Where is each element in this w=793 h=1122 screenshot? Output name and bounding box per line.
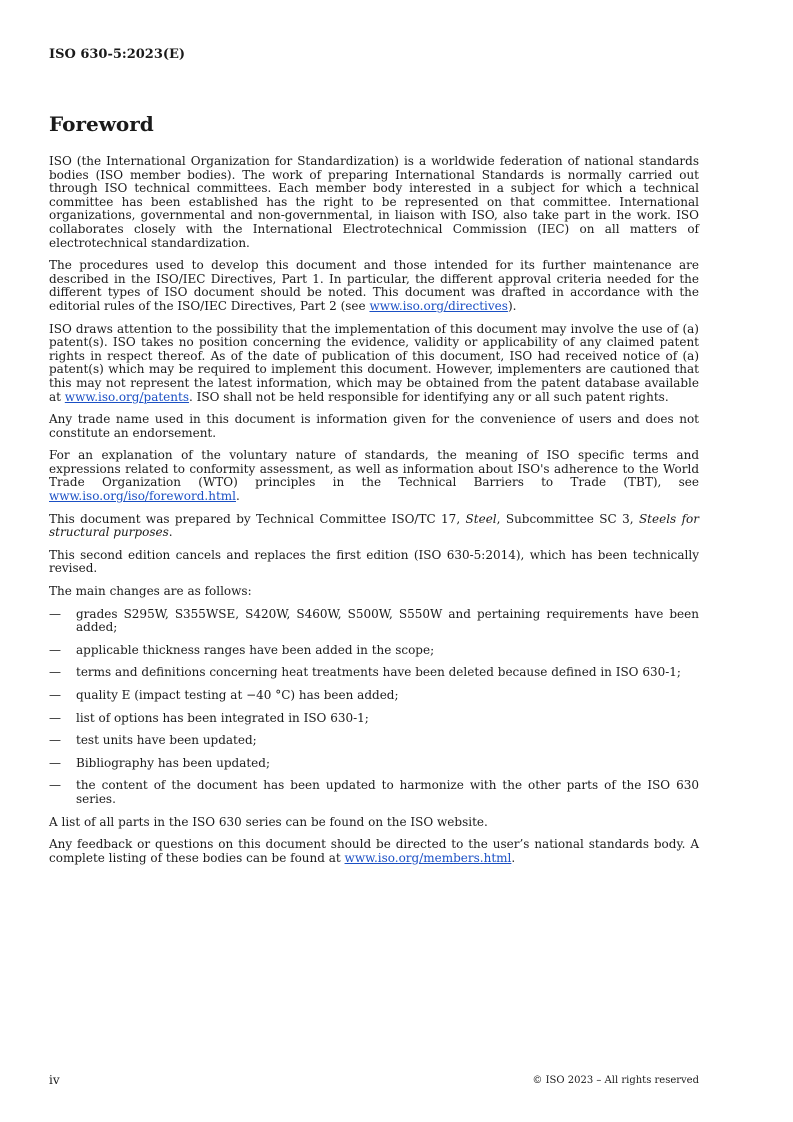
list-item-text: Bibliography has been updated; <box>76 755 270 770</box>
dash-bullet: — <box>49 733 61 748</box>
list-item-text: the content of the document has been updated to harmonize with the other parts of the ISO 630 series. <box>76 778 699 806</box>
paragraph-text: . ISO shall not be held responsible for identifying any or all such patent rights. <box>188 389 669 404</box>
paragraph-iso-intro: ISO (the International Organization for Standardization) is a worldwide federation of national standards bodies (ISO member bodies). The work of preparing International Standards is normally carried out through ISO technical committees. Each member body interested in a subject for which a technical committee has been established has the right to be represented on that committee. International organizations, governmental and non-governmental, in liaison with ISO, also take part in the work. ISO collaborates closely with the International Electrotechnical Commission (IEC) on all matters of electrotechnical standardization. <box>49 154 699 250</box>
dash-bullet: — <box>49 778 61 793</box>
paragraph-text: ISO draws attention to the possibility that the implementation of this document may involve the use of (a) patent(s). ISO takes no position concerning the evidence, validity or applicability of any claimed patent rights in respect thereof. As of the date of publication of this document, ISO had received notice of (a) patent(s) which may be required to implement this document. However, implementers are cautioned that this may not represent the latest information, which may be obtained from the patent database available at <box>49 321 699 404</box>
paragraph-text: . <box>235 489 240 504</box>
page-number: iv <box>49 1073 60 1087</box>
paragraph-edition: This second edition cancels and replaces the first edition (ISO 630-5:2014), which has been technically revised. <box>49 547 699 576</box>
page-title: Foreword <box>49 112 154 136</box>
paragraph-committee <box>49 513 699 540</box>
dash-bullet: — <box>49 755 61 770</box>
dash-bullet: — <box>49 710 61 725</box>
list-item <box>49 608 699 635</box>
list-item-text: test units have been updated; <box>76 733 257 748</box>
list-item-text: list of options has been integrated in ISO 630-1; <box>76 710 369 725</box>
copyright-notice: © ISO 2023 – All rights reserved <box>532 1075 699 1086</box>
dash-bullet: — <box>49 606 61 621</box>
list-item <box>49 757 699 771</box>
members-link[interactable]: www.iso.org/members.html <box>344 850 512 865</box>
dash-bullet: — <box>49 688 61 702</box>
paragraph-trade-name: Any trade name used in this document is information given for the convenience of users and does not constitute an endorsement. <box>49 412 699 440</box>
paragraph-text: For an explanation of the voluntary nature of standards, the meaning of ISO specific terms and expressions related to conformity assessment, as well as information about ISO's adherence to the World Trade Organization (WTO) principles in the Technical Barriers to Trade (TBT), see <box>49 448 699 490</box>
paragraph-text: The procedures used to develop this document and those intended for its further maintenance are described in the ISO/IEC Directives, Part 1. In particular, the different approval criteria needed for the different types of ISO document should be noted. This document was drafted in accordance with the editorial rules of the ISO/IEC Directives, Part 2 (see <box>49 258 699 313</box>
list-item-text: applicable thickness ranges have been added in the scope; <box>76 642 435 657</box>
list-item-text: terms and definitions concerning heat treatments have been deleted because defined in ISO 630-1; <box>76 665 681 680</box>
list-item <box>49 779 699 806</box>
foreword-link[interactable]: www.iso.org/iso/foreword.html <box>49 489 236 504</box>
paragraph-text: , Subcommittee SC 3, <box>496 511 639 526</box>
patents-link[interactable]: www.iso.org/patents <box>64 389 189 404</box>
paragraph-procedures <box>49 259 699 313</box>
paragraph-patents <box>49 323 699 405</box>
paragraph-parts-list: A list of all parts in the ISO 630 series can be found on the ISO website. <box>49 814 488 829</box>
changes-list <box>49 608 699 807</box>
subcommittee-name: Steels for structural purposes <box>49 511 700 540</box>
list-item <box>49 689 699 703</box>
list-item <box>49 734 699 748</box>
dash-bullet: — <box>49 642 61 657</box>
list-item <box>49 644 699 658</box>
dash-bullet: — <box>49 665 61 680</box>
paragraph-feedback <box>49 838 699 865</box>
list-item <box>49 666 699 680</box>
paragraph-text: . <box>511 850 516 865</box>
list-item <box>49 712 699 726</box>
paragraph-voluntary-nature <box>49 449 699 503</box>
paragraph-main-changes: The main changes are as follows: <box>49 584 252 599</box>
paragraph-text: ). <box>507 298 517 313</box>
document-identifier: ISO 630-5:2023(E) <box>49 47 186 62</box>
committee-name: Steel <box>465 511 497 526</box>
paragraph-text: . <box>168 525 173 540</box>
list-item-text: grades S295W, S355WSE, S420W, S460W, S500W, S550W and pertaining requirements have been added; <box>76 606 699 635</box>
paragraph-text: This document was prepared by Technical Committee ISO/TC 17, <box>49 511 466 526</box>
paragraph-text: Any feedback or questions on this document should be directed to the user’s national standards body. A complete listing of these bodies can be found at <box>49 837 699 865</box>
foreword-body <box>49 155 699 874</box>
directives-link[interactable]: www.iso.org/directives <box>369 298 508 313</box>
list-item-text: quality E (impact testing at −40 °C) has been added; <box>76 688 399 702</box>
